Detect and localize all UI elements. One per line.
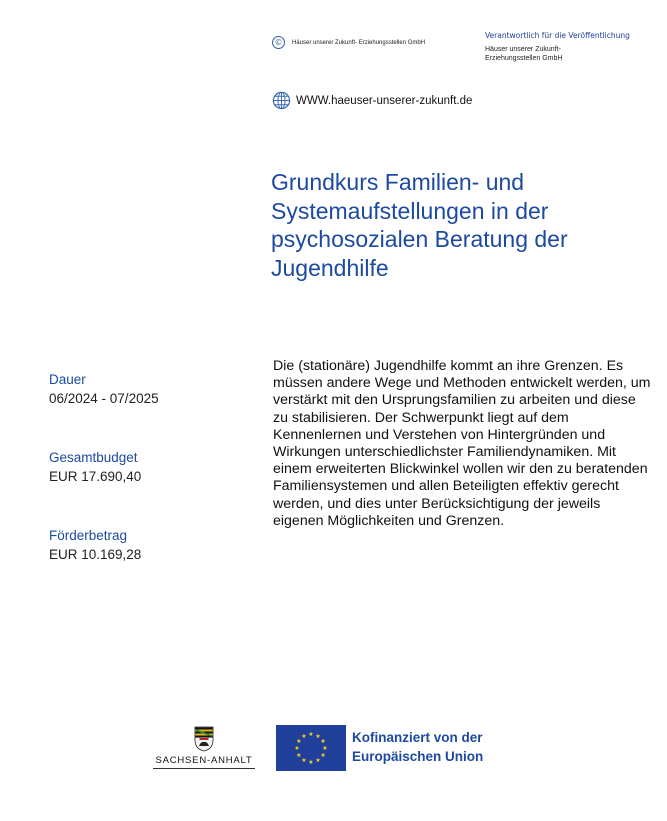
eu-line-2: Europäischen Union: [352, 749, 484, 764]
eu-star: ★: [320, 752, 326, 759]
fact-label: Dauer: [49, 372, 86, 387]
eu-star: ★: [322, 745, 328, 752]
fact-value: 06/2024 - 07/2025: [49, 391, 159, 406]
fact-value: EUR 17.690,40: [49, 469, 142, 484]
eu-star: ★: [301, 757, 307, 765]
responsible-block: [485, 31, 645, 63]
eu-star: ★: [315, 732, 321, 740]
fact-label: Gesamtbudget: [49, 450, 138, 465]
eu-star: ★: [301, 732, 307, 740]
responsible-title: Verantwortlich für die Veröffentlichung: [485, 31, 630, 40]
sachsen-anhalt-logo: [153, 724, 255, 769]
copyright-line: [272, 36, 425, 49]
eu-star: ★: [296, 752, 302, 759]
copyright-text: Häuser unserer Zukunft- Erziehungsstellen GmbH: [292, 39, 426, 46]
eu-flag-icon: [276, 725, 346, 771]
fact-label: Förderbetrag: [49, 528, 128, 543]
facts-list: [49, 371, 239, 605]
eu-cofinanced-text: [352, 728, 532, 766]
eu-star: ★: [308, 759, 314, 766]
copyright-icon: ©: [272, 36, 285, 49]
fact-duration: [49, 371, 239, 409]
eu-star: ★: [294, 745, 300, 752]
state-name: SACHSEN-ANHALT: [155, 755, 253, 766]
state-underline: [153, 768, 255, 769]
website-link[interactable]: WWW.haeuser-unserer-zukunft.de: [296, 94, 473, 107]
fact-funding-amount: [49, 527, 239, 565]
eu-star: ★: [315, 757, 321, 765]
eu-star: ★: [308, 731, 314, 738]
project-description: Die (stationäre) Jugendhilfe kommt an ihre Grenzen. Es müssen andere Wege und Methoden entwickelt werden, um verstärkt mit den Ursprungsfamilien zu arbeiten und diese zu stabilisieren. Der Schwerpunkt liegt auf dem Kennenlernen und Verstehen von Hintergründen und Wirkungen unterschiedlichster Familiendynamiken. Mit einem erweiterten Blickwinkel wollen wir den zu beratenden Familiensystemen und allen Beteiligten effektiv gerecht werden, und dies unter Berücksichtigung der jeweils eigenen Möglichkeiten und Grenzen.: [273, 358, 651, 529]
responsible-org: Häuser unserer Zukunft- Erziehungsstellen GmbH: [485, 46, 563, 62]
eu-star: ★: [320, 738, 326, 745]
globe-icon: [272, 91, 291, 110]
page-title: Grundkurs Familien- und Systemaufstellungen in der psychosozialen Beratung der Jugendhilfe: [271, 169, 568, 281]
website-line[interactable]: [272, 91, 472, 110]
eu-line-1: Kofinanziert von der: [352, 730, 483, 745]
fact-total-budget: [49, 449, 239, 487]
coat-of-arms-icon: [193, 724, 215, 752]
eu-star: ★: [296, 738, 302, 745]
fact-value: EUR 10.169,28: [49, 547, 142, 562]
